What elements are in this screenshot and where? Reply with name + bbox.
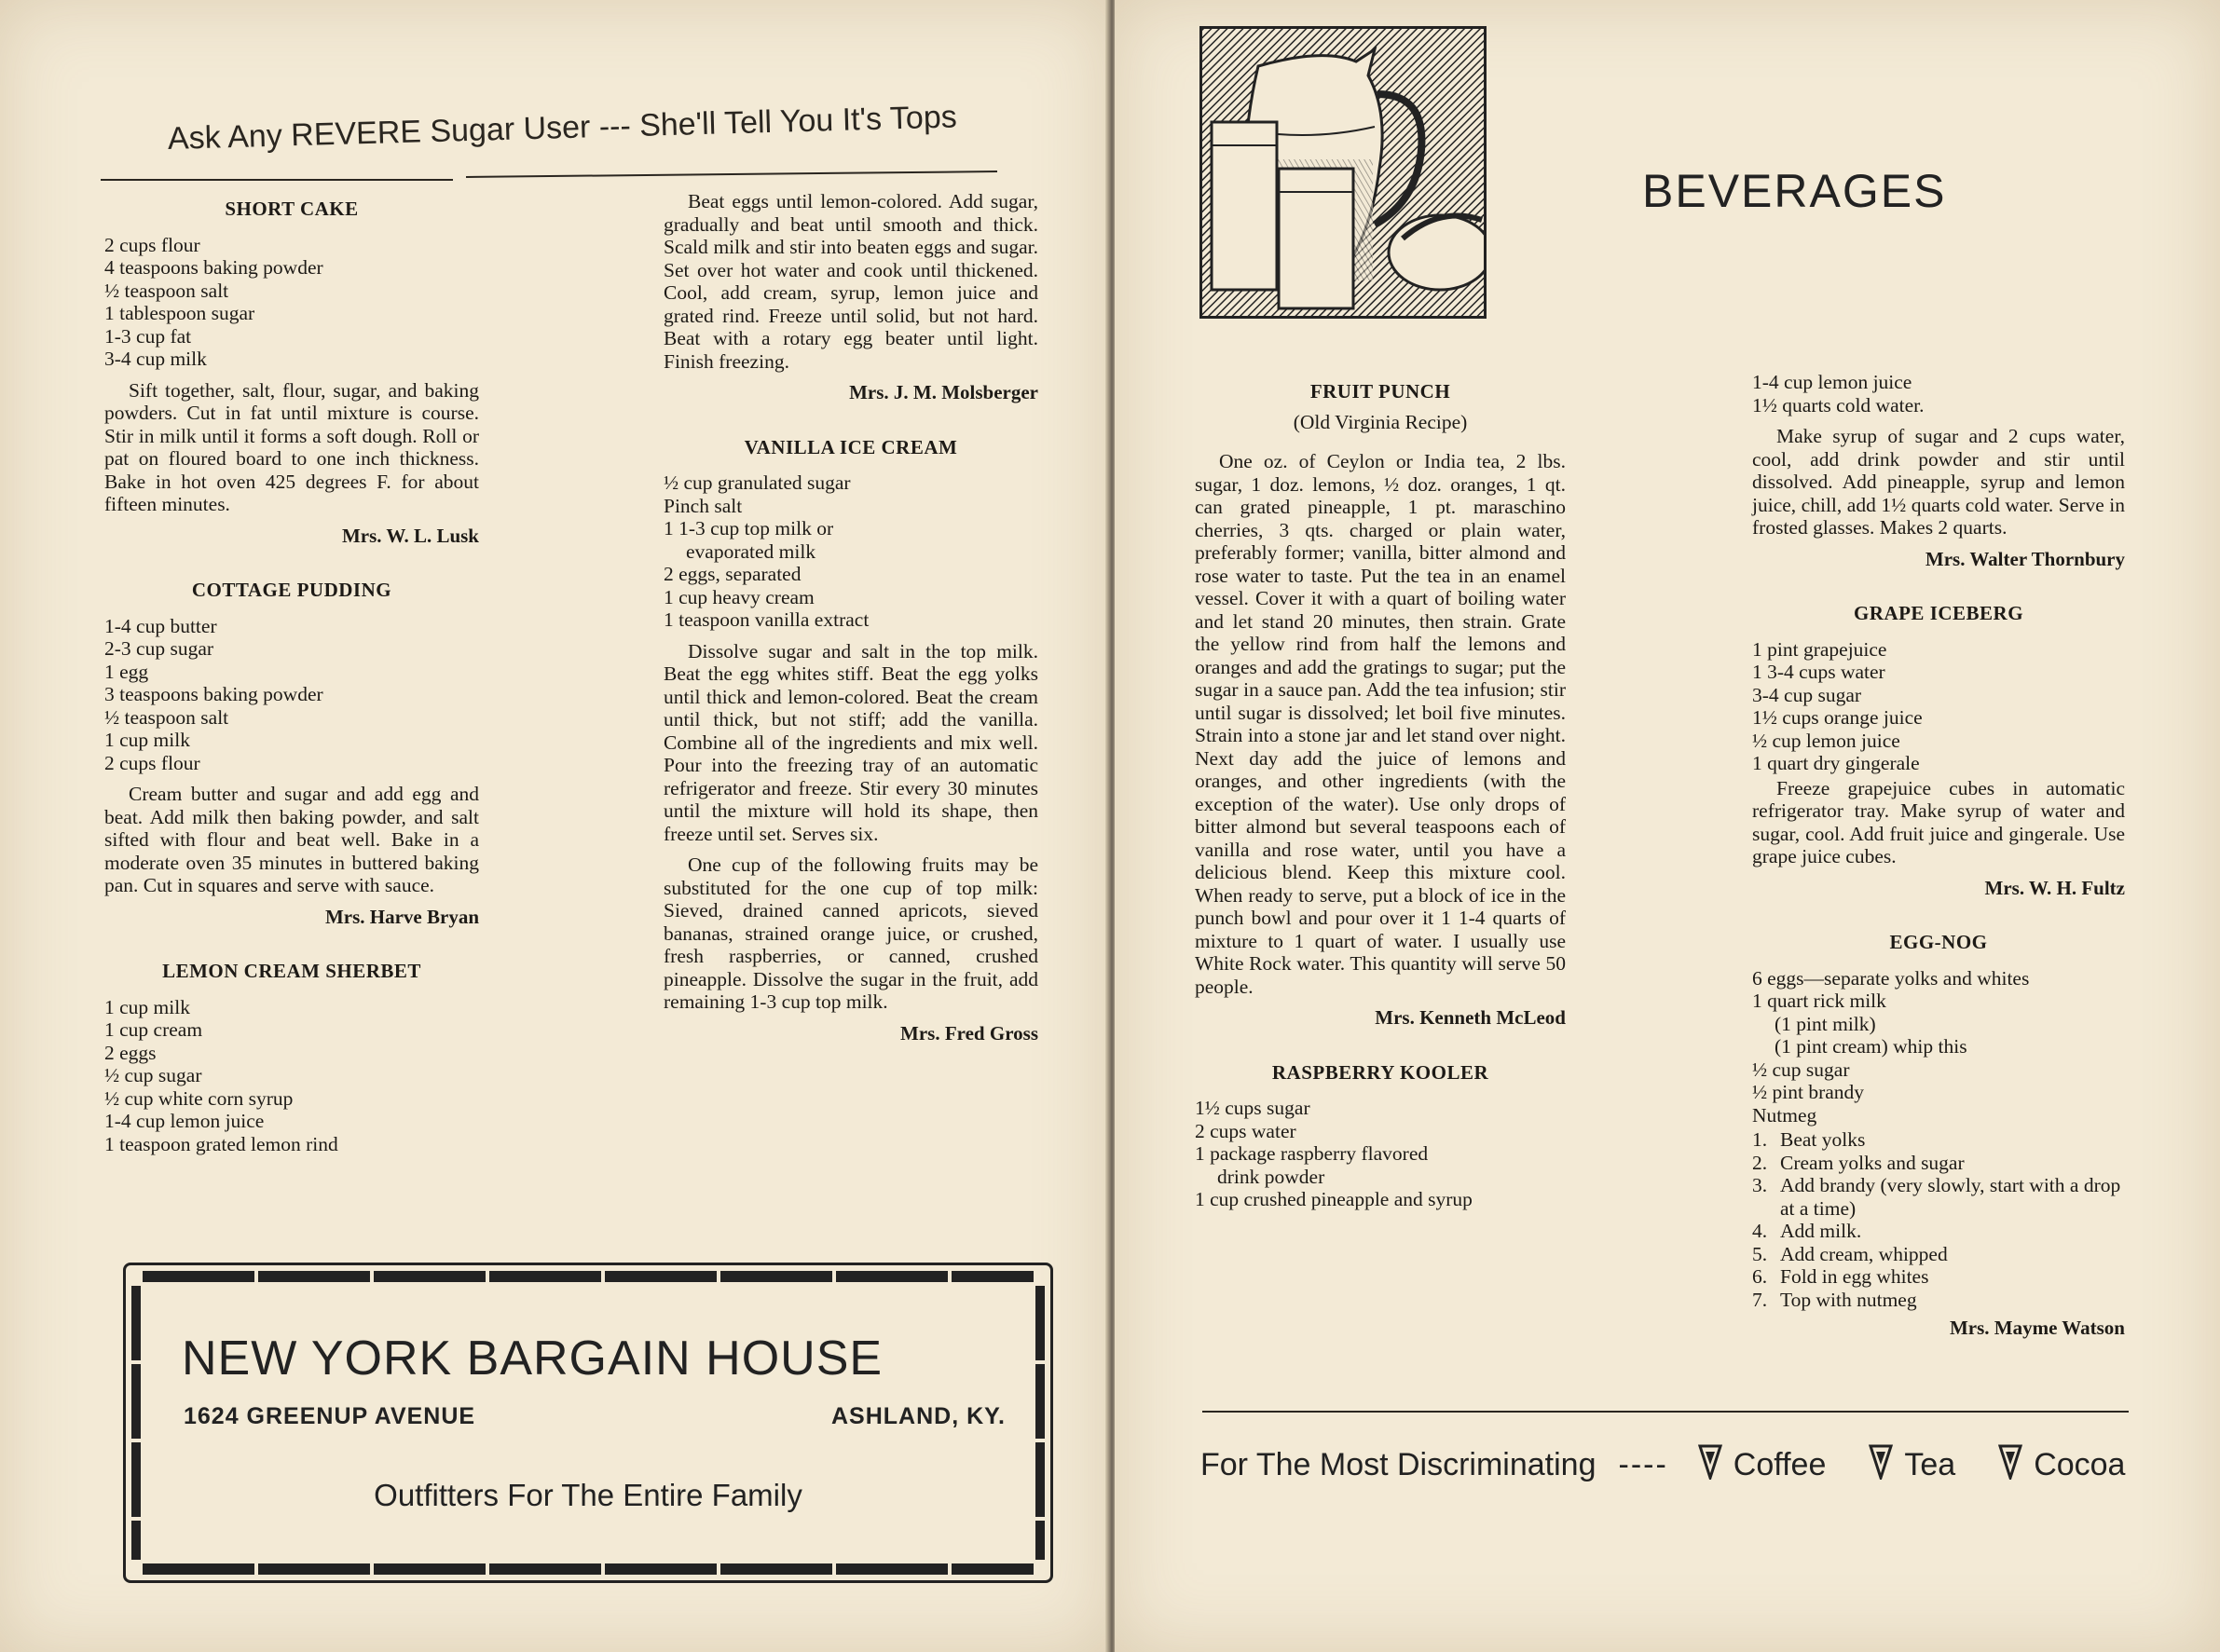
header-rule-left: [101, 179, 453, 181]
ad-border-bottom: [143, 1563, 1034, 1575]
ingredient-list: [104, 234, 479, 371]
footer-rule: [1202, 1411, 2129, 1413]
ingredient-list: [664, 471, 1038, 632]
ingredient: 3 teaspoons baking powder: [104, 683, 323, 705]
ingredient-list: [1195, 1097, 1566, 1211]
sherbet-continued: [664, 190, 1038, 404]
ingredient: 2 eggs: [104, 1041, 157, 1064]
recipe-title: VANILLA ICE CREAM: [744, 435, 958, 458]
recipe-lemon-cream-sherbet: [104, 960, 479, 1155]
ad-border-top: [143, 1271, 1034, 1282]
ingredient: Nutmeg: [1752, 1103, 1817, 1126]
recipe-directions: Cream butter and sugar and add egg and beat. Add milk then baking powder, and salt sifted with flour and beat well. Bake in a moderate oven 35 minutes in buttered baking pan. Cut in squares and serve with sauce.: [104, 783, 479, 896]
recipe-title: LEMON CREAM SHERBET: [162, 960, 421, 982]
ingredient: (1 pint cream) whip this: [1775, 1035, 1967, 1058]
ingredient: 1-4 cup lemon juice: [104, 1110, 265, 1132]
ingredient: 3-4 cup milk: [104, 348, 207, 370]
footer-lead: For The Most Discriminating: [1200, 1447, 1596, 1482]
ingredient: 1-4 cup lemon juice: [1752, 371, 1912, 393]
ingredient: 1 teaspoon vanilla extract: [664, 608, 870, 631]
footer-dash: ----: [1618, 1447, 1668, 1482]
ingredient: 1 3-4 cups water: [1752, 661, 1885, 683]
ingredient: 1 pint grapejuice: [1752, 637, 1887, 661]
step: 2. Cream yolks and sugar: [1752, 1151, 1965, 1174]
ingredient: 1 tablespoon sugar: [104, 302, 255, 324]
ingredient: ½ cup sugar: [1752, 1058, 1850, 1081]
step-list: [1752, 1128, 2125, 1311]
ingredient: 1 quart dry gingerale: [1752, 752, 1920, 774]
recipe-author: Mrs. Fred Gross: [900, 1021, 1038, 1044]
ingredient: 1½ quarts cold water.: [1752, 393, 1925, 416]
ingredient: Pinch salt: [664, 494, 743, 517]
ingredient: 1 cup crushed pineapple and syrup: [1195, 1188, 1473, 1210]
step: 6. Fold in egg whites: [1752, 1265, 1929, 1288]
ingredient: 1 1-3 cup top milk or: [664, 517, 834, 539]
ingredient: 1 cup milk: [104, 729, 190, 751]
recipe-author: Mrs. Walter Thornbury: [1925, 547, 2125, 570]
ingredient: ½ teaspoon salt: [104, 705, 229, 729]
ingredient: 2 cups flour: [104, 233, 200, 256]
recipe-title: RASPBERRY KOOLER: [1271, 1060, 1489, 1084]
step: 4. Add milk.: [1752, 1220, 1862, 1242]
ingredient: 4 teaspoons baking powder: [104, 256, 323, 279]
recipe-title: EGG-NOG: [1889, 931, 1988, 953]
ingredient: 1½ cups orange juice: [1752, 706, 1923, 729]
ad-business-name: NEW YORK BARGAIN HOUSE: [182, 1331, 884, 1386]
ingredient-list: [1752, 638, 2125, 775]
brand-emblem-icon: [1869, 1442, 1893, 1488]
ingredient-list: [1752, 371, 2125, 416]
left-page: [0, 0, 1109, 1652]
pitcher-icon: [1202, 29, 1484, 316]
recipe-directions: Freeze grapejuice cubes in automatic refrigerator tray. Make syrup of water and sugar, cool. Add fruit juice and gingerale. Use grape juice cubes.: [1752, 776, 2125, 867]
ingredient: ½ pint brandy: [1752, 1081, 1865, 1103]
ingredient: 1 teaspoon grated lemon rind: [104, 1132, 338, 1155]
right-column-1: [1195, 380, 1566, 1220]
brand-emblem-icon: [1698, 1442, 1722, 1488]
ingredient: 1 cup milk: [104, 995, 190, 1018]
recipe-author: Mrs. W. L. Lusk: [341, 524, 479, 547]
recipe-fruit-punch: [1195, 380, 1566, 1030]
ingredient-list: [104, 615, 479, 775]
recipe-raspberry-kooler: [1195, 1061, 1566, 1211]
ingredient: 1-3 cup fat: [104, 324, 192, 348]
recipe-cottage-pudding: [104, 579, 479, 928]
ad-new-york-bargain-house: [123, 1263, 1053, 1583]
recipe-directions: One oz. of Ceylon or India tea, 2 lbs. sugar, 1 doz. lemons, ½ doz. oranges, 1 qt. can grated pineapple, 1 pt. maraschino cherries, 3 qts. charged or plain water, preferably former; vanilla, bitter almond and rose water to taste. Put the tea in an enamel vessel. Cover it with a quart of boiling water and let stand 20 minutes, then strain. Grate the yellow rind from half the lemons and oranges and add the gratings to sugar; put the sugar in a sauce pan. Add the tea infusion; stir until sugar is dissolved; let boil five minutes. Strain into a stone jar and let stand over night. Next day add the juice of lemons and oranges, and other ingredients (with the exception of the water). Use only drops of bitter almond but several teaspoons each of vanilla and rose water, until you have a delicious blend. Keep this mixture cool. When ready to serve, put a block of ice in the punch bowl and pour over it 1 1-4 quarts of mixture to 1 quart of water. I usually use White Rock water. This quantity will serve 50 people.: [1195, 450, 1566, 998]
ingredient: 1½ cups sugar: [1195, 1097, 1310, 1119]
ingredient: 2 cups flour: [104, 751, 200, 774]
ingredient: 3-4 cup sugar: [1752, 683, 1862, 706]
footer-item-cocoa: Cocoa: [2034, 1447, 2126, 1482]
recipe-subtitle: (Old Virginia Recipe): [1293, 410, 1468, 433]
recipe-title: FRUIT PUNCH: [1309, 380, 1451, 403]
recipe-directions-note: One cup of the following fruits may be substituted for the one cup of top milk: Sieved, drained canned apricots, sieved bananas, strained orange juice, or crushed, fresh raspberries, or canned, crushed pineapple. Dissolve the sugar in the fruit, add remaining 1-3 cup top milk.: [664, 853, 1038, 1013]
recipe-short-cake: [104, 198, 479, 547]
recipe-author: Mrs. Harve Bryan: [324, 905, 479, 928]
ad-border-left: [131, 1286, 141, 1560]
left-column-1: [104, 198, 479, 1164]
footer-item-tea: Tea: [1904, 1447, 1956, 1482]
ingredient: 2 eggs, separated: [664, 563, 802, 585]
ingredient: 1 cup cream: [104, 1018, 203, 1041]
footer-advert: [1200, 1442, 2125, 1488]
recipe-directions: Make syrup of sugar and 2 cups water, cool, add drink powder and stir until dissolved. Add pineapple, syrup and lemon juice, chill, add 1½ quarts cold water. Serve in frosted glasses. Makes 2 quarts.: [1752, 425, 2125, 539]
raspberry-kooler-continued: [1752, 371, 2125, 570]
recipe-title: SHORT CAKE: [225, 198, 359, 220]
ingredient: 1 quart rick milk: [1752, 990, 1886, 1012]
pitcher-glasses-illustration: [1199, 26, 1487, 319]
ingredient: drink powder: [1217, 1165, 1325, 1188]
ingredient: ½ cup granulated sugar: [664, 471, 851, 494]
ad-border-right: [1035, 1286, 1045, 1560]
step: 3. Add brandy (very slowly, start with a drop at a time): [1752, 1174, 2121, 1220]
ingredient: 2-3 cup sugar: [104, 637, 214, 660]
ad-tagline: Outfitters For The Entire Family: [374, 1478, 802, 1512]
ingredient-list: [104, 996, 479, 1156]
recipe-author: Mrs. Mayme Watson: [1949, 1317, 2125, 1339]
recipe-directions: Sift together, salt, flour, sugar, and baking powders. Cut in fat until mixture is course. Stir in milk until it forms a soft dough. Roll or pat on floured board to one inch thickness. Bake in hot oven 425 degrees F. for about fifteen minutes.: [104, 378, 479, 515]
recipe-vanilla-ice-cream: [664, 436, 1038, 1045]
revere-sugar-banner: Ask Any REVERE Sugar User --- She'll Tell You It's Tops: [167, 99, 958, 157]
ingredient: ½ cup lemon juice: [1752, 729, 1900, 752]
recipe-directions: Dissolve sugar and salt in the top milk. Beat the egg whites stiff. Beat the egg yolks until thick and lemon-colored. Beat the cream until thick, but not stiff; add the vanilla. Combine all of the ingredients and mix well. Pour into the freezing tray of an automatic refrigerator and freeze. Stir every 30 minutes until the mixture will hold its shape, then freeze until set. Serves six.: [664, 639, 1038, 845]
step: 1. Beat yolks: [1752, 1128, 1866, 1151]
recipe-author: Mrs. W. H. Fultz: [1984, 876, 2125, 899]
ingredient: 1-4 cup butter: [104, 614, 217, 637]
recipe-author: Mrs. J. M. Molsberger: [849, 381, 1038, 403]
recipe-title: COTTAGE PUDDING: [191, 579, 392, 601]
step: 7. Top with nutmeg: [1752, 1288, 1917, 1311]
ad-address: 1624 GREENUP AVENUE: [184, 1403, 476, 1429]
step: 5. Add cream, whipped: [1752, 1242, 1948, 1265]
ingredient: ½ teaspoon salt: [104, 279, 229, 302]
ingredient: ½ cup sugar: [104, 1064, 202, 1086]
recipe-title: GRAPE ICEBERG: [1853, 602, 2024, 624]
ingredient: 1 cup heavy cream: [664, 585, 815, 608]
right-column-2: [1752, 371, 2125, 1340]
recipe-directions: Beat eggs until lemon-colored. Add sugar, gradually and beat until smooth and thick. Scald milk and stir into beaten eggs and sugar. Set over hot water and cook until thickened. Cool, add cream, syrup, lemon juice and grated rind. Freeze until solid, but not hard. Beat with a rotary egg beater until light. Finish freezing.: [664, 190, 1038, 373]
brand-emblem-icon: [1998, 1442, 2022, 1488]
ingredient: 6 eggs—separate yolks and whites: [1752, 966, 2030, 990]
ingredient: (1 pint milk): [1775, 1012, 1876, 1035]
ingredient-list: [1752, 967, 2125, 1127]
ingredient: evaporated milk: [686, 539, 816, 563]
header-rule-right: [466, 171, 997, 178]
recipe-egg-nog: [1752, 931, 2125, 1340]
ingredient: 1 package raspberry flavored: [1195, 1142, 1429, 1165]
ingredient: ½ cup white corn syrup: [104, 1086, 294, 1110]
ingredient: 1 egg: [104, 660, 149, 683]
footer-item-coffee: Coffee: [1733, 1447, 1827, 1482]
section-title-beverages: BEVERAGES: [1642, 165, 1947, 217]
ingredient: 2 cups water: [1195, 1119, 1296, 1142]
recipe-author: Mrs. Kenneth McLeod: [1375, 1006, 1566, 1029]
recipe-grape-iceberg: [1752, 602, 2125, 899]
ad-city: ASHLAND, KY.: [830, 1403, 1006, 1429]
left-column-2: [664, 190, 1038, 1076]
